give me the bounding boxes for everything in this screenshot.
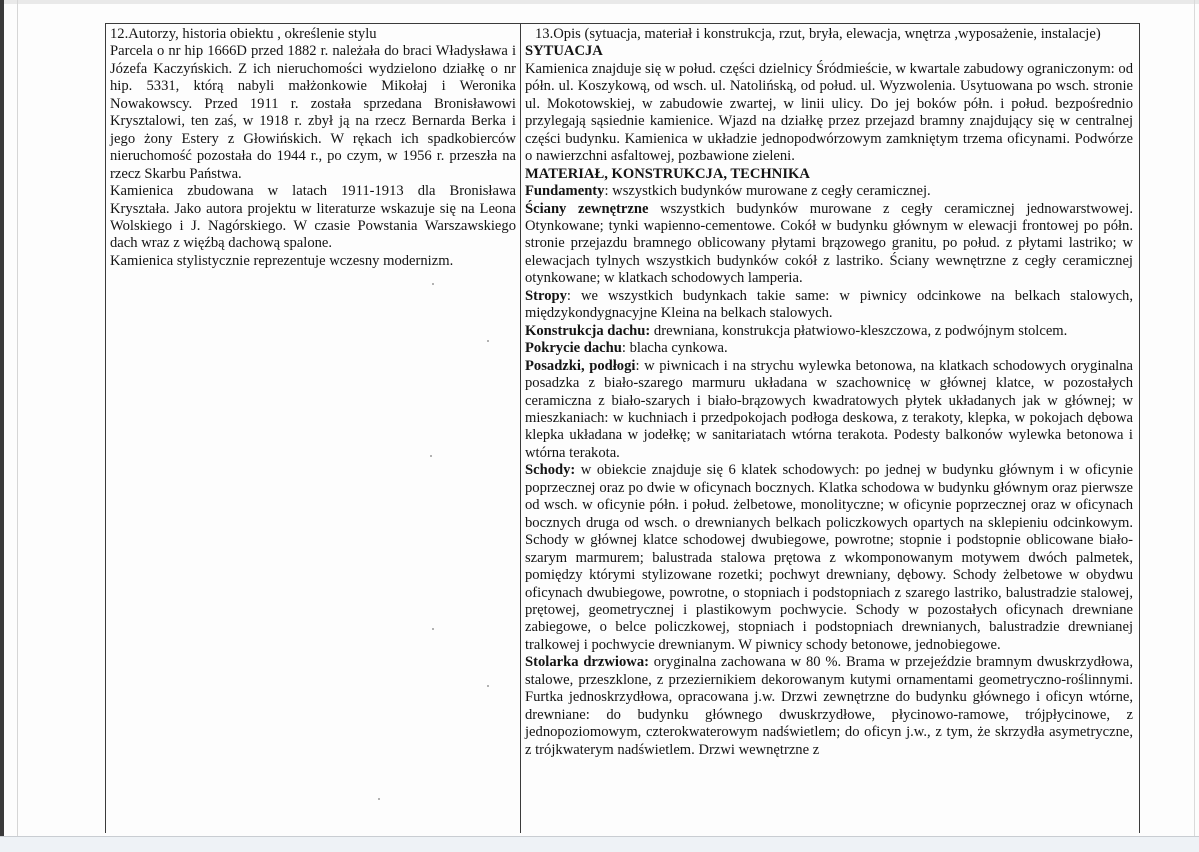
item-roof-structure-text: drewniana, konstrukcja płatwiowo-kleszczowa, z podwójnym stolcem. — [650, 322, 1068, 339]
item-stairs-text: w obiekcie znajduje się 6 klatek schodowych: po jednej w budynku głównym i w oficynie poprzecznej oraz po dwie w oficynach bocznych. Klatka schodowa w budynku głównym oraz pierwsze od wsch. w oficynie półn. i połud. żelbetowe, monolityczne; w oficynie poprzecznej oraz w oficynach bocznych druga od wsch. o drewnianych belkach policzkowych opartych na sklepieniu odcinkowym. Schody w głównej klatce schodowej dwubiegowe, powrotne; stopnie i podstopnie oblicowane biało-szarym marmurem; balustrada stalowa prętowa z wkomponowanym motywem dwóch palmetek, pomiędzy którymi stylizowane rozetki; pochwyt drewniany, dębowy. Schody żelbetowe w obydwu oficynach dwubiegowe, powrotne, o stopniach i podstopniach z szarego lastriko, balustradzie stalowej, prętowej, geometrycznej i plastikowym pochwycie. Schody w pozostałych oficynach drewniane zabiegowe, o belce policzkowej, stopniach i podstopniach drewnianych, balustradzie drewnianej tralkowej i pochwycie drewnianym. W piwnicy schody betonowe, jednobiegowe. — [525, 462, 1133, 653]
history-header: 12.Autorzy, historia obiektu , określenie stylu — [110, 26, 377, 42]
item-roof-covering-text: : blacha cynkowa. — [621, 340, 728, 357]
scan-speck — [487, 340, 489, 342]
item-exterior-walls-text: wszystkich budynków murowane z cegły ceramicznej jednowarstwowej. Otynkowane; tynki wapienno-cementowe. Cokół w budynku głównym w elewacji frontowej po półn. stronie przejazdu bramnego oblicowany płytami brązowego granitu, po połud. z płytami lastriko; w elewacjach tylnych wszystkich budynków cokół z lastriko. Ściany wewnętrzne z cegły ceramicznej otynkowane; w klatkach schodowych lamperia. — [525, 200, 1133, 287]
left-table-fragment-border — [17, 0, 18, 836]
item-roof-structure — [525, 323, 1133, 340]
item-floors-text: : w piwnicach i na strychu wylewka betonowa, na klatkach schodowych oryginalna posadzka z biało-szarego marmuru układana w szachownicę w głównej klatce, w pozostałych ceramiczna z biało-szarych i biało-brązowych kwadratowych płytek układanych jak w głównej; w mieszkaniach: w kuchniach i przedpokojach podłoga deskowa, z terakoty, klepka, w pokojach dębowa klepka układana w jodełkę; w sanitariatach wtórna terakota. Podesty balkonów wylewka betonowa i wtórna terakota. — [525, 357, 1134, 461]
history-paragraph-construction: Kamienica zbudowana w latach 1911-1913 dla Bronisława Kryształa. Jako autora projektu w literaturze wskazuje się na Leona Wolskiego i J. Nagórskiego. W czasie Powstania Warszawskiego dach wraz z więźbą dachową spalone. — [110, 183, 516, 252]
scan-speck — [432, 628, 434, 630]
history-paragraph-ownership: Parcela o nr hip 1666D przed 1882 r. należała do braci Władysława i Józefa Kaczyńskich. Z ich nieruchomości wydzielono działkę o nr hip. 5331, którą nabyli małżonkowie Mikołaj i Weronika Nowakowscy. Przed 1911 r. została sprzedana Bronisławowi Krysztalowi, ten zaś, w 1918 r. zbył ją na rzecz Bernarda Berka i jego żony Estery z Głowińskich. W rękach ich spadkobierców nieruchomość pozostała do 1944 r., po czym, w 1956 r. przeszła na rzecz Skarbu Państwa. — [110, 43, 516, 182]
item-roof-covering — [525, 340, 1133, 357]
description-column — [521, 24, 1139, 833]
scan-bottom-band — [0, 836, 1199, 852]
item-stairs — [525, 462, 1133, 654]
description-header: 13.Opis (sytuacja, materiał i konstrukcja, rzut, bryła, elewacja, wnętrza ,wyposażenie, instalacje) — [535, 26, 1101, 42]
scan-left-edge — [0, 0, 4, 838]
section-title-material: MATERIAŁ, KONSTRUKCJA, TECHNIKA — [525, 165, 810, 182]
scan-speck — [487, 685, 489, 687]
item-floors — [525, 358, 1133, 463]
item-ceilings-label: Stropy — [525, 287, 567, 304]
item-exterior-walls — [525, 201, 1133, 288]
item-foundations-label: Fundamenty — [525, 183, 605, 200]
scan-top-edge — [0, 0, 1199, 4]
item-stairs-label: Schody: — [525, 462, 576, 479]
item-foundations-text: : wszystkich budynków murowane z cegły ceramicznej. — [604, 183, 931, 200]
item-ceilings — [525, 288, 1133, 323]
situation-text: Kamienica znajduje się w połud. części dzielnicy Śródmieście, w kwartale zabudowy ograniczonym: od półn. ul. Koszykową, od wsch. ul. Natolińską, od połud. ul. Wyzwolenia. Usytuowana po wsch. stronie ul. Mokotowskiej, w zabudowie zwartej, w linii ulicy. Do jej boków półn. i połud. bezpośrednio przylegają sąsiednie kamienice. Wjazd na działkę przez przejazd bramny znajdujący się w centralnej części budynku. Kamienica w układzie jednopodwórzowym zamkniętym trzema oficynami. Podwórze o nawierzchni asfaltowej, pozbawione zieleni. — [525, 60, 1133, 165]
item-exterior-walls-label: Ściany zewnętrzne — [525, 200, 649, 217]
scan-speck — [432, 283, 434, 285]
item-foundations — [525, 183, 1133, 200]
item-floors-label: Posadzki, podłogi — [525, 357, 636, 374]
item-ceilings-text: : we wszystkich budynkach takie same: w piwnicy odcinkowe na belkach stalowych, międzykondygnacyjne Kleina na belkach stalowych. — [525, 287, 1133, 322]
item-door-joinery — [525, 654, 1133, 759]
right-page-edge-line — [1194, 0, 1195, 836]
scan-speck — [430, 455, 432, 457]
item-door-joinery-label: Stolarka drzwiowa: — [525, 654, 649, 671]
section-title-situation: SYTUACJA — [525, 43, 603, 60]
document-table — [105, 23, 1140, 833]
history-column — [106, 24, 521, 833]
item-roof-covering-label: Pokrycie dachu — [525, 340, 622, 357]
history-paragraph-style: Kamienica stylistycznie reprezentuje wczesny modernizm. — [110, 252, 454, 269]
item-roof-structure-label: Konstrukcja dachu: — [525, 322, 651, 339]
item-door-joinery-text: oryginalna zachowana w 80 %. Brama w przejeździe bramnym dwuskrzydłowa, stalowe, przeszklone, z przeziernikiem dekorowanym kutymi ornamentami geometryczno-roślinnymi. Furtka jednoskrzydłowa, opracowana j.w. Drzwi zewnętrzne do budynku głównego i oficyn wtórne, drewniane: do budynku głównego dwuskrzydłowe, płycinowo-ramowe, trójpłycinowe, z jednopoziomowym, czterokwaterowym nadświetlem; do oficyn j.w., z tym, że skrzydła asymetryczne, z trójkwaterym nadświetlem. Drzwi wewnętrzne z — [525, 654, 1133, 758]
scan-speck — [378, 798, 380, 800]
